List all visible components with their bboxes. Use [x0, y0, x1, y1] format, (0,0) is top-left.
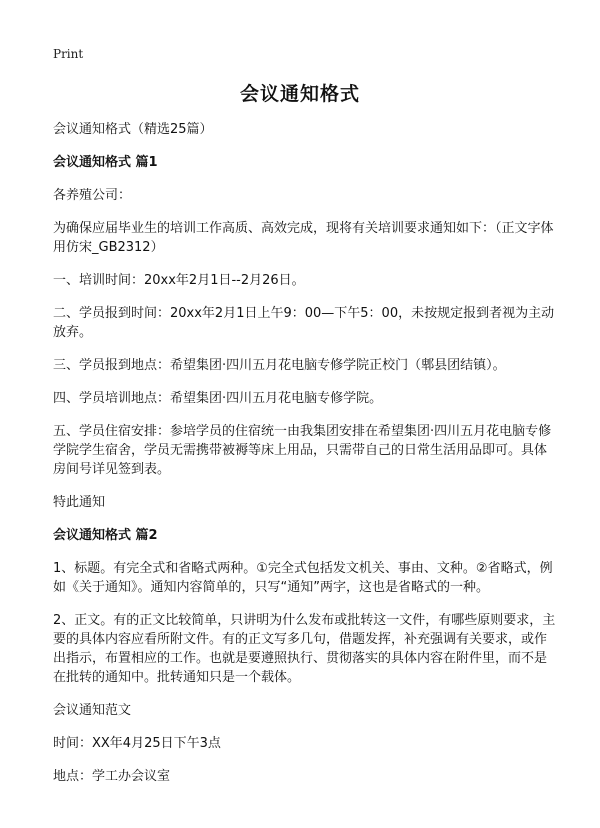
section-1-heading: 会议通知格式 篇1: [53, 155, 158, 170]
meeting-place-line: 地点：学工办会议室: [53, 769, 171, 784]
salutation: 各养殖公司：: [53, 188, 132, 203]
closing-line: 特此通知: [53, 495, 106, 510]
body-format-paragraph: 2、正文。有的正文比较简单，只讲明为什么发布或批转这一文件，有哪些原则要求，主要的具体内容应看所附文件。有的正文写多几句，借题发挥，补充强调有关要求，或作出指示，布置相应的工作。也就是要遵照执行、贯彻落实的具体内容在附件里，而不是在批转的通知中。批转通知只是一个载体。: [53, 613, 556, 685]
training-time-item: 一、培训时间：20xx年2月1日--2月26日。: [53, 273, 305, 288]
sample-heading: 会议通知范文: [53, 703, 132, 718]
report-time-item: 二、学员报到时间：20xx年2月1日上午9：00—下午5：00，未按规定报到者视为主动放弃。: [53, 306, 555, 340]
document-title: 会议通知格式: [239, 83, 360, 105]
section-2-heading: 会议通知格式 篇2: [53, 528, 158, 543]
accommodation-item: 五、学员住宿安排：参培学员的住宿统一由我集团安排在希望集团·四川五月花电脑专修学院学生宿舍，学员无需携带被褥等床上用品，只需带自己的日常生活用品即可。具体房间号详见签到表。: [53, 424, 552, 477]
title-format-paragraph: 1、标题。有完全式和省略式两种。①完全式包括发文机关、事由、文种。②省略式，例如《关于通知》。通知内容简单的，只写“通知”两字，这也是省略式的一种。: [53, 561, 553, 595]
training-place-item: 四、学员培训地点：希望集团·四川五月花电脑专修学院。: [53, 391, 383, 406]
document-body: [53, 120, 558, 786]
print-label: Print: [53, 47, 84, 61]
intro-paragraph: 为确保应届毕业生的培训工作高质、高效完成，现将有关培训要求通知如下：（正文字体用仿宋_GB2312）: [53, 221, 554, 255]
document-subtitle: 会议通知格式（精选25篇）: [53, 122, 213, 137]
meeting-time-line: 时间：XX年4月25日下午3点: [53, 736, 221, 751]
report-place-item: 三、学员报到地点：希望集团·四川五月花电脑专修学院正校门（郫县团结镇）。: [53, 358, 506, 373]
